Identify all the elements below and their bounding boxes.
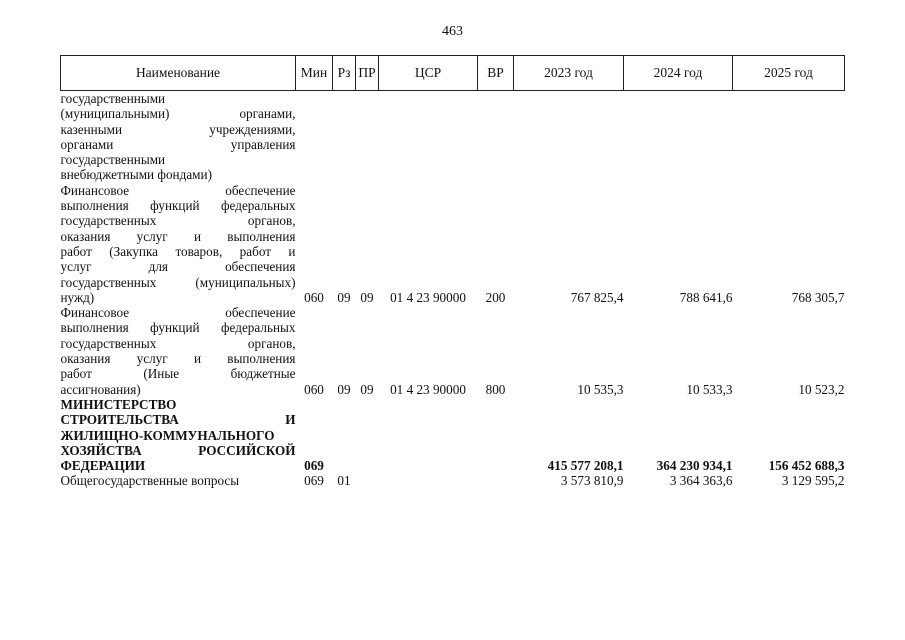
name-line: Общегосударственные вопросы	[60, 473, 240, 489]
name-word: федеральных	[221, 198, 296, 214]
name-line	[61, 183, 296, 198]
name-line	[61, 275, 296, 290]
name-word: выполнения	[60, 320, 129, 336]
value-2023-cell: 767 825,4	[570, 289, 624, 305]
header-2024: 2024 год	[624, 56, 733, 91]
name-word: и	[288, 243, 296, 259]
header-pr: ПР	[356, 56, 379, 91]
name-word: (муниципальных)	[195, 274, 296, 290]
table-row	[61, 91, 845, 183]
pr-cell: 09	[360, 289, 374, 305]
csr-cell	[379, 397, 478, 473]
name-word: (муниципальными)	[60, 106, 170, 122]
name-word: выполнения	[60, 198, 129, 214]
value-2024-cell: 364 230 934,1	[656, 458, 733, 474]
name-word: Финансовое	[60, 182, 130, 198]
name-line: ассигнования)	[60, 381, 141, 397]
csr-cell	[379, 91, 478, 183]
table-row	[61, 397, 845, 473]
name-word: казенными	[60, 121, 123, 137]
pr-cell	[356, 91, 379, 183]
header-csr: ЦСР	[379, 56, 478, 91]
name-word: услуг	[136, 351, 168, 367]
name-line: государственными	[60, 91, 166, 106]
table-body	[61, 91, 845, 489]
name-word: товаров,	[175, 243, 223, 259]
budget-table	[60, 55, 845, 489]
name-word: федеральных	[221, 320, 296, 336]
value-2023-cell: 415 577 208,1	[547, 458, 624, 474]
name-word: обеспечение	[225, 305, 296, 321]
value-2024-cell: 10 533,3	[686, 381, 733, 397]
name-word: (Закупка	[109, 243, 159, 259]
value-2025-cell: 156 452 688,3	[768, 458, 845, 474]
name-word: И	[285, 412, 296, 428]
header-2025: 2025 год	[733, 56, 845, 91]
value-2025-cell: 10 523,2	[798, 381, 845, 397]
min-cell: 060	[304, 289, 324, 305]
name-line	[61, 412, 296, 427]
name-cell	[61, 305, 296, 397]
name-line	[61, 122, 296, 137]
name-word: функций	[150, 198, 200, 214]
name-line	[61, 443, 296, 458]
name-word: для	[148, 259, 168, 275]
name-word: работ	[60, 243, 92, 259]
name-line	[61, 259, 296, 274]
table-row	[61, 183, 845, 305]
name-word: обеспечения	[225, 259, 296, 275]
name-word: и	[193, 228, 201, 244]
name-line: государственными	[60, 152, 166, 168]
header-row	[61, 56, 845, 91]
csr-cell: 01 4 23 90000	[390, 289, 466, 305]
vr-cell: 200	[485, 289, 506, 305]
min-cell: 069	[304, 458, 324, 474]
value-2023-cell: 10 535,3	[577, 381, 624, 397]
name-word: СТРОИТЕЛЬСТВА	[60, 412, 179, 428]
vr-cell: 800	[485, 381, 506, 397]
name-word: услуг	[136, 228, 168, 244]
header-rz: Рз	[333, 56, 356, 91]
header-min: Мин	[296, 56, 333, 91]
pr-cell	[356, 473, 379, 488]
vr-cell	[478, 473, 514, 488]
name-line	[61, 366, 296, 381]
name-line: ФЕДЕРАЦИИ	[60, 458, 146, 474]
name-word: государственных	[60, 213, 157, 229]
name-word: оказания	[60, 228, 111, 244]
pr-cell: 09	[360, 381, 374, 397]
name-cell	[61, 183, 296, 305]
name-line	[61, 106, 296, 121]
rz-cell: 01	[337, 473, 351, 489]
min-cell: 069	[304, 473, 324, 489]
vr-cell	[478, 397, 514, 473]
table-row	[61, 473, 845, 488]
name-word: выполнения	[227, 228, 296, 244]
name-line	[61, 336, 296, 351]
name-cell	[61, 473, 296, 488]
csr-cell	[379, 473, 478, 488]
min-cell: 060	[304, 381, 324, 397]
name-word: выполнения	[227, 351, 296, 367]
name-word: работ	[60, 366, 92, 382]
name-word: ХОЗЯЙСТВА	[60, 442, 142, 458]
name-line	[61, 198, 296, 213]
value-2023-cell: 3 573 810,9	[560, 473, 624, 489]
name-word: учреждениями,	[209, 121, 296, 137]
name-line: ЖИЛИЩНО-КОММУНАЛЬНОГО	[60, 427, 275, 443]
page-number: 463	[442, 24, 463, 39]
value-2024-cell	[624, 91, 733, 183]
rz-cell	[333, 91, 356, 183]
name-word: органами,	[239, 106, 296, 122]
value-2025-cell: 768 305,7	[791, 289, 845, 305]
rz-cell: 09	[337, 289, 351, 305]
name-line	[61, 213, 296, 228]
name-word: и	[193, 351, 201, 367]
name-word: оказания	[60, 351, 111, 367]
min-cell	[296, 91, 333, 183]
name-cell	[61, 91, 296, 183]
value-2023-cell	[514, 91, 624, 183]
name-line	[61, 351, 296, 366]
name-line	[61, 320, 296, 335]
name-word: обеспечение	[225, 182, 296, 198]
value-2024-cell: 3 364 363,6	[669, 473, 733, 489]
name-word: работ	[239, 243, 272, 259]
name-word: органов,	[247, 213, 296, 229]
name-word: государственных	[60, 274, 157, 290]
name-word: Финансовое	[60, 305, 130, 321]
name-line	[61, 229, 296, 244]
name-line	[61, 305, 296, 320]
name-word: органов,	[247, 335, 296, 351]
value-2025-cell: 3 129 595,2	[781, 473, 845, 489]
name-line: нужд)	[60, 289, 95, 305]
name-line: внебюджетными фондами)	[60, 167, 212, 183]
name-word: (Иные	[143, 366, 180, 382]
name-word: РОССИЙСКОЙ	[198, 442, 296, 458]
name-line	[61, 137, 296, 152]
vr-cell	[478, 91, 514, 183]
header-vr: ВР	[478, 56, 514, 91]
value-2024-cell: 788 641,6	[679, 289, 733, 305]
name-word: органами	[60, 136, 114, 152]
name-line: МИНИСТЕРСТВО	[60, 396, 177, 412]
name-word: бюджетные	[230, 366, 296, 382]
value-2025-cell	[733, 91, 845, 183]
header-name: Наименование	[61, 56, 296, 91]
name-word: управления	[230, 136, 296, 152]
name-word: функций	[150, 320, 200, 336]
pr-cell	[356, 397, 379, 473]
name-line	[61, 244, 296, 259]
header-2023: 2023 год	[514, 56, 624, 91]
rz-cell: 09	[337, 381, 351, 397]
name-word: государственных	[60, 335, 157, 351]
name-cell	[61, 397, 296, 473]
name-word: услуг	[60, 259, 92, 275]
rz-cell	[333, 397, 356, 473]
table-row	[61, 305, 845, 397]
csr-cell: 01 4 23 90000	[390, 381, 466, 397]
